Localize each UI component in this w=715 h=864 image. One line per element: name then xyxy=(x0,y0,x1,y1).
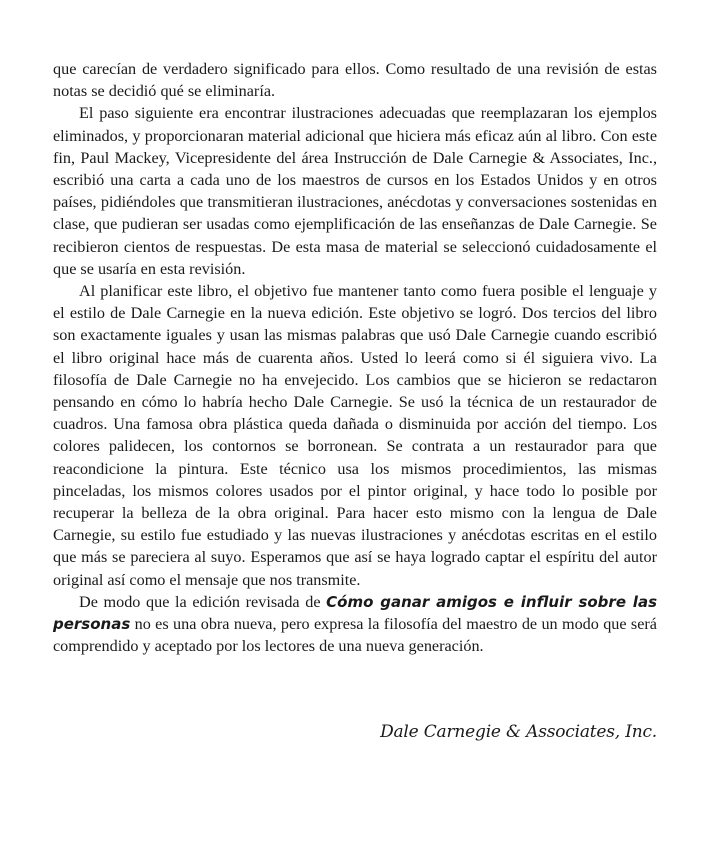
paragraph-continuation: que carecían de verdadero significado para ellos. Como resultado de una revisión de estas notas se decidió qué se eliminaría. xyxy=(53,60,657,101)
document-body xyxy=(53,58,657,657)
paragraph-conclusion-end: no es una obra nueva, pero expresa la filosofía del maestro de un modo que será comprendido y aceptado por los lectores de una nueva generación. xyxy=(53,615,657,656)
signature: Dale Carnegie & Associates, Inc. xyxy=(380,722,657,742)
paragraph-conclusion xyxy=(53,591,657,658)
book-title: Cómo ganar amigos e influir sobre las personas xyxy=(53,592,658,634)
paragraph-conclusion-start: De modo que la edición revisada de xyxy=(79,592,327,611)
paragraph-planning: Al planificar este libro, el objetivo fue mantener tanto como fuera posible el lenguaje y el estilo de Dale Carnegie en la nueva edición. Este objetivo se logró. Dos tercios del libro son exactamente iguales y usan las mismas palabras que usó Dale Carnegie cuando escribió el libro original hace más de cuarenta años. Usted lo leerá como si él siguiera vivo. La filosofía de Dale Carnegie no ha envejecido. Los cambios que se hicieron se redactaron pensando en cómo lo habría hecho Dale Carnegie. Se usó la técnica de un restaurador de cuadros. Una famosa obra plástica queda dañada o disminuida por acción del tiempo. Los colores palidecen, los contornos se borronean. Se contrata a un restaurador para que reacondicione la pintura. Este técnico usa los mismos procedimientos, las mismas pinceladas, los mismos colores usados por el pintor original, y hace todo lo posible por recuperar la belleza de la obra original. Para hacer esto mismo con la lengua de Dale Carnegie, su estilo fue estudiado y las nuevas ilustraciones y anécdotas escritas en el estilo que más se pareciera al suyo. Esperamos que así se haya logrado captar el espíritu del autor original así como el mensaje que nos transmite. xyxy=(53,282,657,589)
paragraph-illustrations: El paso siguiente era encontrar ilustraciones adecuadas que reemplazaran los ejemplos eliminados, y proporcionaran material adicional que hiciera más eficaz aún al libro. Con este fin, Paul Mackey, Vicepresidente del área Instrucción de Dale Carnegie & Associates, Inc., escribió una carta a cada uno de los maestros de cursos en los Estados Unidos y en otros países, pidiéndoles que transmitieran ilustraciones, anécdotas y conversaciones sostenidas en clase, que pudieran ser usadas como ejemplificación de las enseñanzas de Dale Carnegie. Se recibieron cientos de respuestas. De esta masa de material se seleccionó cuidadosamente el que se usaría en esta revisión. xyxy=(53,104,657,278)
